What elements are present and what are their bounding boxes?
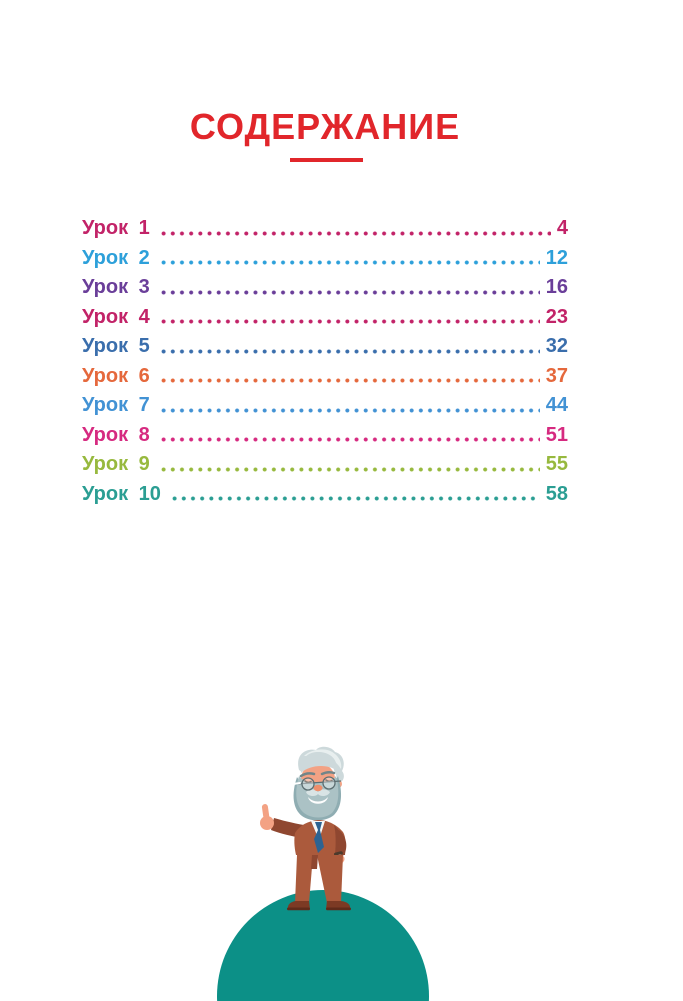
lesson-label: Урок 8	[82, 423, 150, 446]
dot-leader	[159, 278, 540, 298]
dot-leader	[159, 425, 540, 445]
dot-leader	[170, 484, 540, 504]
lesson-label: Урок 4	[82, 305, 150, 328]
lesson-label: Урок 7	[82, 394, 150, 417]
page-number: 37	[545, 364, 568, 387]
dot-leader	[159, 337, 540, 357]
old-man-illustration	[250, 743, 390, 913]
lesson-label: Урок 3	[82, 276, 150, 299]
lesson-label: Урок 9	[82, 453, 150, 476]
nose	[314, 785, 323, 791]
toc-entry-4	[82, 303, 568, 333]
lesson-label: Урок 10	[82, 482, 161, 505]
page-number: 12	[545, 246, 568, 269]
toc-entry-10	[82, 480, 568, 510]
lesson-label: Урок 2	[82, 246, 150, 269]
legs-shadow	[311, 855, 318, 869]
toc-entry-3	[82, 273, 568, 303]
right-leg	[317, 855, 343, 903]
glasses-lens-left	[302, 778, 314, 790]
left-sole	[287, 908, 310, 911]
dot-leader	[159, 366, 540, 386]
thumb	[262, 804, 270, 820]
title-underline	[290, 158, 363, 162]
page-number: 58	[545, 482, 568, 505]
left-leg	[295, 855, 313, 903]
glasses-glint	[293, 783, 300, 784]
page-number: 32	[545, 335, 568, 358]
page-number: 23	[545, 305, 568, 328]
dot-leader	[159, 248, 540, 268]
dot-leader	[159, 307, 540, 327]
table-of-contents	[82, 214, 568, 509]
page-number: 44	[545, 394, 568, 417]
lesson-label: Урок 6	[82, 364, 150, 387]
glasses-lens-right	[323, 777, 335, 789]
page-title: СОДЕРЖАНИЕ	[189, 106, 461, 147]
toc-entry-8	[82, 421, 568, 451]
page-number: 55	[545, 453, 568, 476]
right-sole	[326, 908, 351, 911]
page-number: 16	[545, 276, 568, 299]
toc-entry-6	[82, 362, 568, 392]
toc-entry-2	[82, 244, 568, 274]
toc-entry-5	[82, 332, 568, 362]
toc-entry-7	[82, 391, 568, 421]
page-number: 51	[545, 423, 568, 446]
toc-entry-9	[82, 450, 568, 480]
toc-entry-1	[82, 214, 568, 244]
dot-leader	[159, 396, 540, 416]
lesson-label: Урок 1	[82, 217, 150, 240]
dot-leader	[159, 219, 551, 239]
page-number: 4	[556, 217, 568, 240]
lesson-label: Урок 5	[82, 335, 150, 358]
dot-leader	[159, 455, 540, 475]
